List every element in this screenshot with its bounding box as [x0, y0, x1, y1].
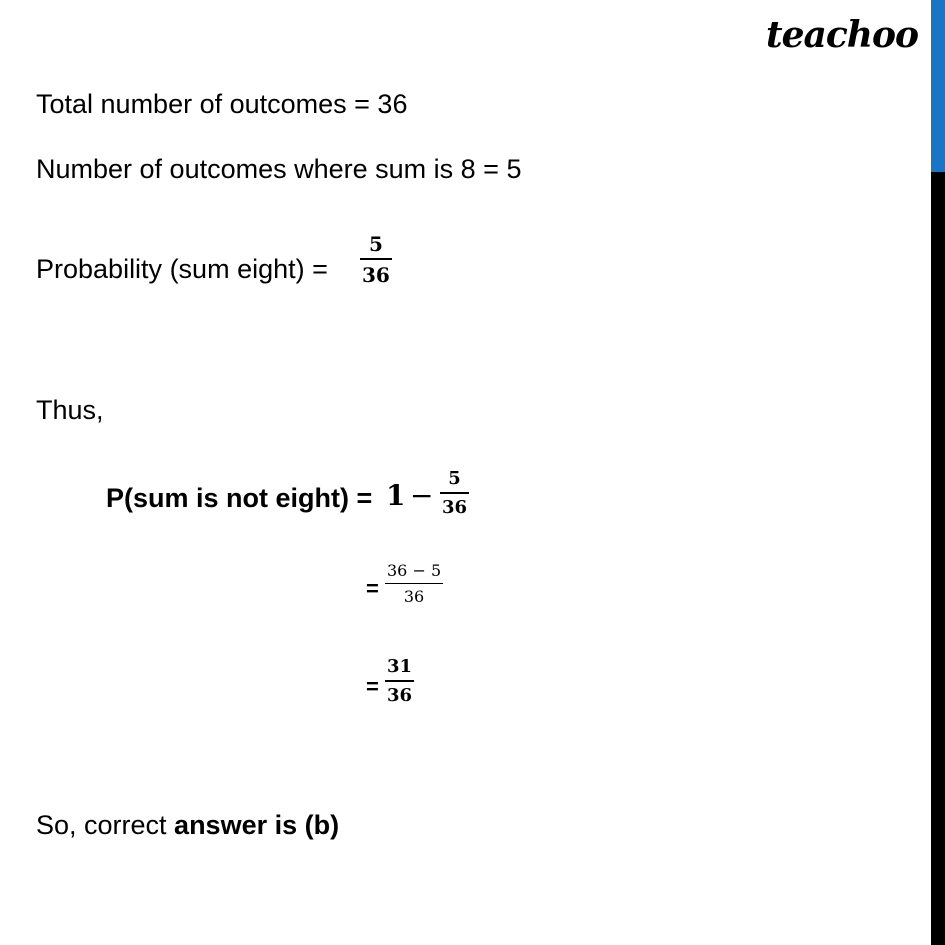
answer-bold: answer is (b) — [174, 810, 340, 840]
p-not-eight-label: P(sum is not eight) = — [106, 483, 373, 513]
p-not-minus: − — [410, 479, 434, 512]
total-outcomes-text: Total number of outcomes = 36 — [36, 89, 408, 119]
probability-fraction — [360, 234, 392, 285]
sum8-outcomes-text: Number of outcomes where sum is 8 = 5 — [36, 154, 522, 184]
thus-text: Thus, — [36, 395, 104, 425]
fraction-bar — [440, 492, 469, 494]
fraction-bar — [385, 680, 414, 682]
step1-numerator: 36 − 5 — [387, 561, 442, 580]
answer-prefix: So, correct — [36, 810, 175, 840]
step1-denominator: 36 — [403, 587, 425, 606]
side-rail-accent — [931, 0, 945, 172]
step2-equals: = — [366, 674, 379, 699]
step1-fraction — [385, 563, 443, 605]
fraction-bar — [385, 583, 443, 584]
answer-line — [36, 812, 339, 839]
probability-numerator: 5 — [368, 232, 383, 256]
step1-equals: = — [366, 576, 379, 601]
fraction-bar — [360, 258, 392, 260]
p-not-denominator: 36 — [442, 496, 468, 518]
p-not-one: 1 — [386, 479, 406, 512]
teachoo-logo: teachoo — [766, 14, 918, 56]
probability-denominator: 36 — [362, 262, 390, 287]
step2-denominator: 36 — [387, 684, 413, 706]
step2-numerator: 31 — [387, 656, 413, 677]
step2-fraction — [385, 658, 414, 705]
probability-label: Probability (sum eight) = — [36, 254, 328, 284]
p-not-fraction — [440, 470, 469, 517]
p-not-numerator: 5 — [448, 468, 461, 489]
